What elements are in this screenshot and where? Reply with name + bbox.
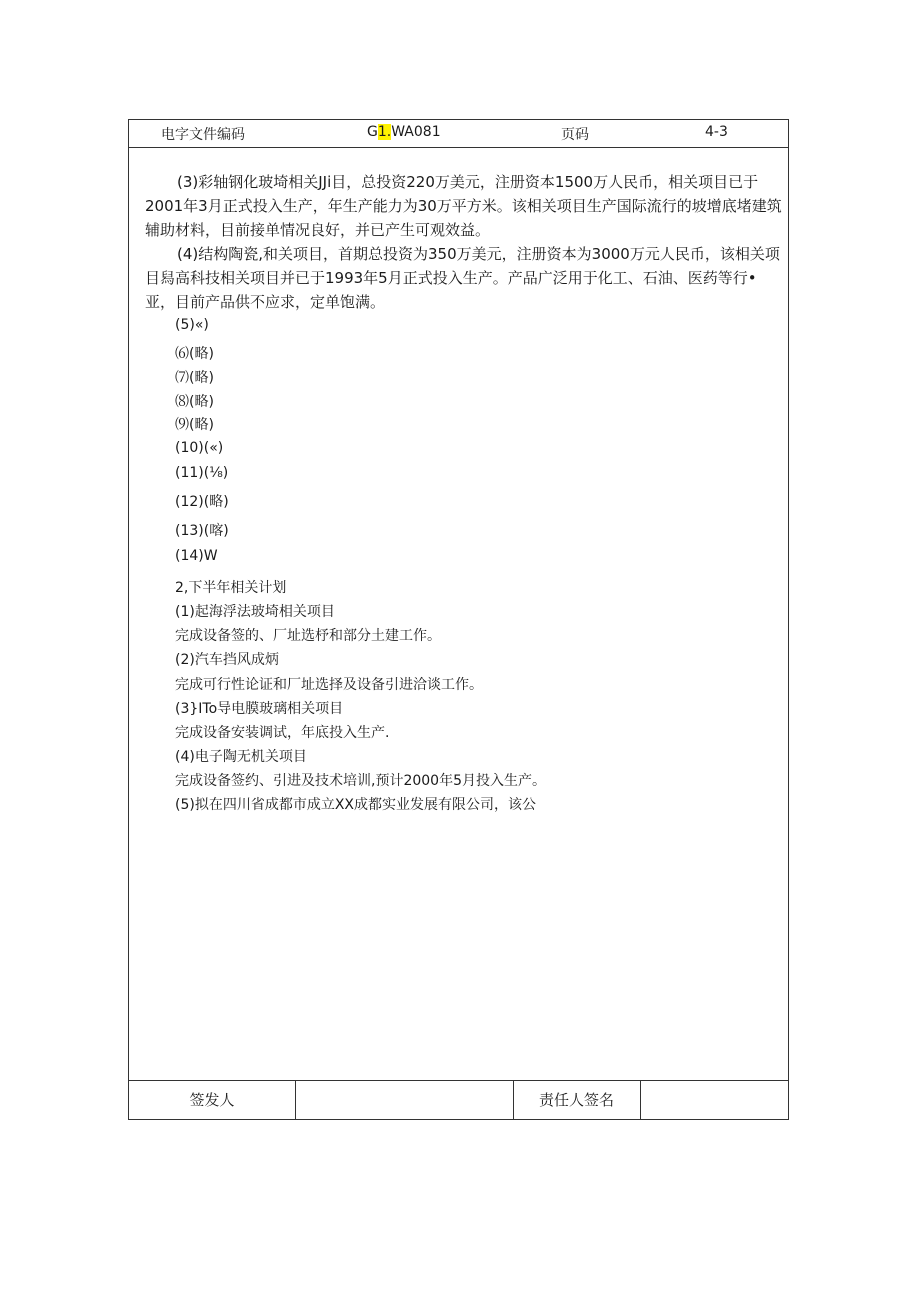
issuer-label: 签发人 xyxy=(189,1091,235,1109)
header-row xyxy=(129,120,788,148)
list-item: 完成设备安装调试，年底投入生产. xyxy=(175,725,390,741)
issuer-field[interactable] xyxy=(295,1081,513,1119)
list-item: ⑼(略) xyxy=(175,417,214,433)
code-suffix: WA081 xyxy=(391,124,441,140)
list-item: ⑻(略) xyxy=(175,394,214,410)
page-value: 4-3 xyxy=(705,124,728,140)
list-item: (14)W xyxy=(175,548,218,564)
list-item: (13)(喀) xyxy=(175,523,229,539)
list-item: (3}ITo导电膜玻璃相关项目 xyxy=(175,701,344,717)
paragraph-3: (3)彩轴钢化玻埼相关JJi目，总投资220万美元，注册资本1500万人民币，相关项目已于2001年3月正式投入生产，年生产能力为30万平方米。该相关项目生产国际流行的坡增底堵建筑辅助材料，目前接单情况良好，并已产生可观效益。 xyxy=(145,173,782,239)
code-highlight: 1. xyxy=(377,124,392,140)
code-label: 电字文件编码 xyxy=(161,127,245,143)
list-item: (10)(«) xyxy=(175,440,224,456)
responsible-label: 责任人签名 xyxy=(538,1091,614,1109)
list-item: (11)(⅛) xyxy=(175,465,229,481)
list-item: (4)电子陶无机关项目 xyxy=(175,749,307,765)
section-heading: 2,下半年相关计划 xyxy=(175,580,287,596)
list-item: ⑹(略) xyxy=(175,346,214,362)
paragraph-4: (4)结构陶瓷,和关项目，首期总投资为350万美元，注册资本为3000万元人民币，该相关项目舄高科技相关项目并已于1993年5月正式投入生产。产品广泛用于化工、石油、医药等行•亚，目前产品供不应求，定单饱满。 xyxy=(145,245,780,311)
list-item: 完成可行性论证和厂址选择及设备引进洽谈工作。 xyxy=(175,677,483,693)
list-item: (2)汽车挡风成炳 xyxy=(175,652,279,668)
content-area xyxy=(129,147,788,1081)
list-item: ⑺(略) xyxy=(175,370,214,386)
code-prefix: G xyxy=(367,124,378,140)
responsible-signature-field[interactable] xyxy=(640,1081,788,1119)
list-item: (5)«) xyxy=(175,317,209,333)
list-item: 完成设备签约、引进及技术培训,预计2000年5月投入生产。 xyxy=(175,773,546,789)
page-label: 页码 xyxy=(561,127,589,143)
footer-row xyxy=(129,1080,788,1119)
code-value xyxy=(367,124,441,140)
list-item: 完成设备签的、厂址选杼和部分土建工作。 xyxy=(175,628,441,644)
list-item: (1)起海浮法玻埼相关项目 xyxy=(175,604,335,620)
list-item: (12)(略) xyxy=(175,494,229,510)
list-item: (5)拟在四川省成都市成立XX成都实业发展有限公司，该公 xyxy=(175,797,537,813)
document-form xyxy=(128,119,789,1120)
